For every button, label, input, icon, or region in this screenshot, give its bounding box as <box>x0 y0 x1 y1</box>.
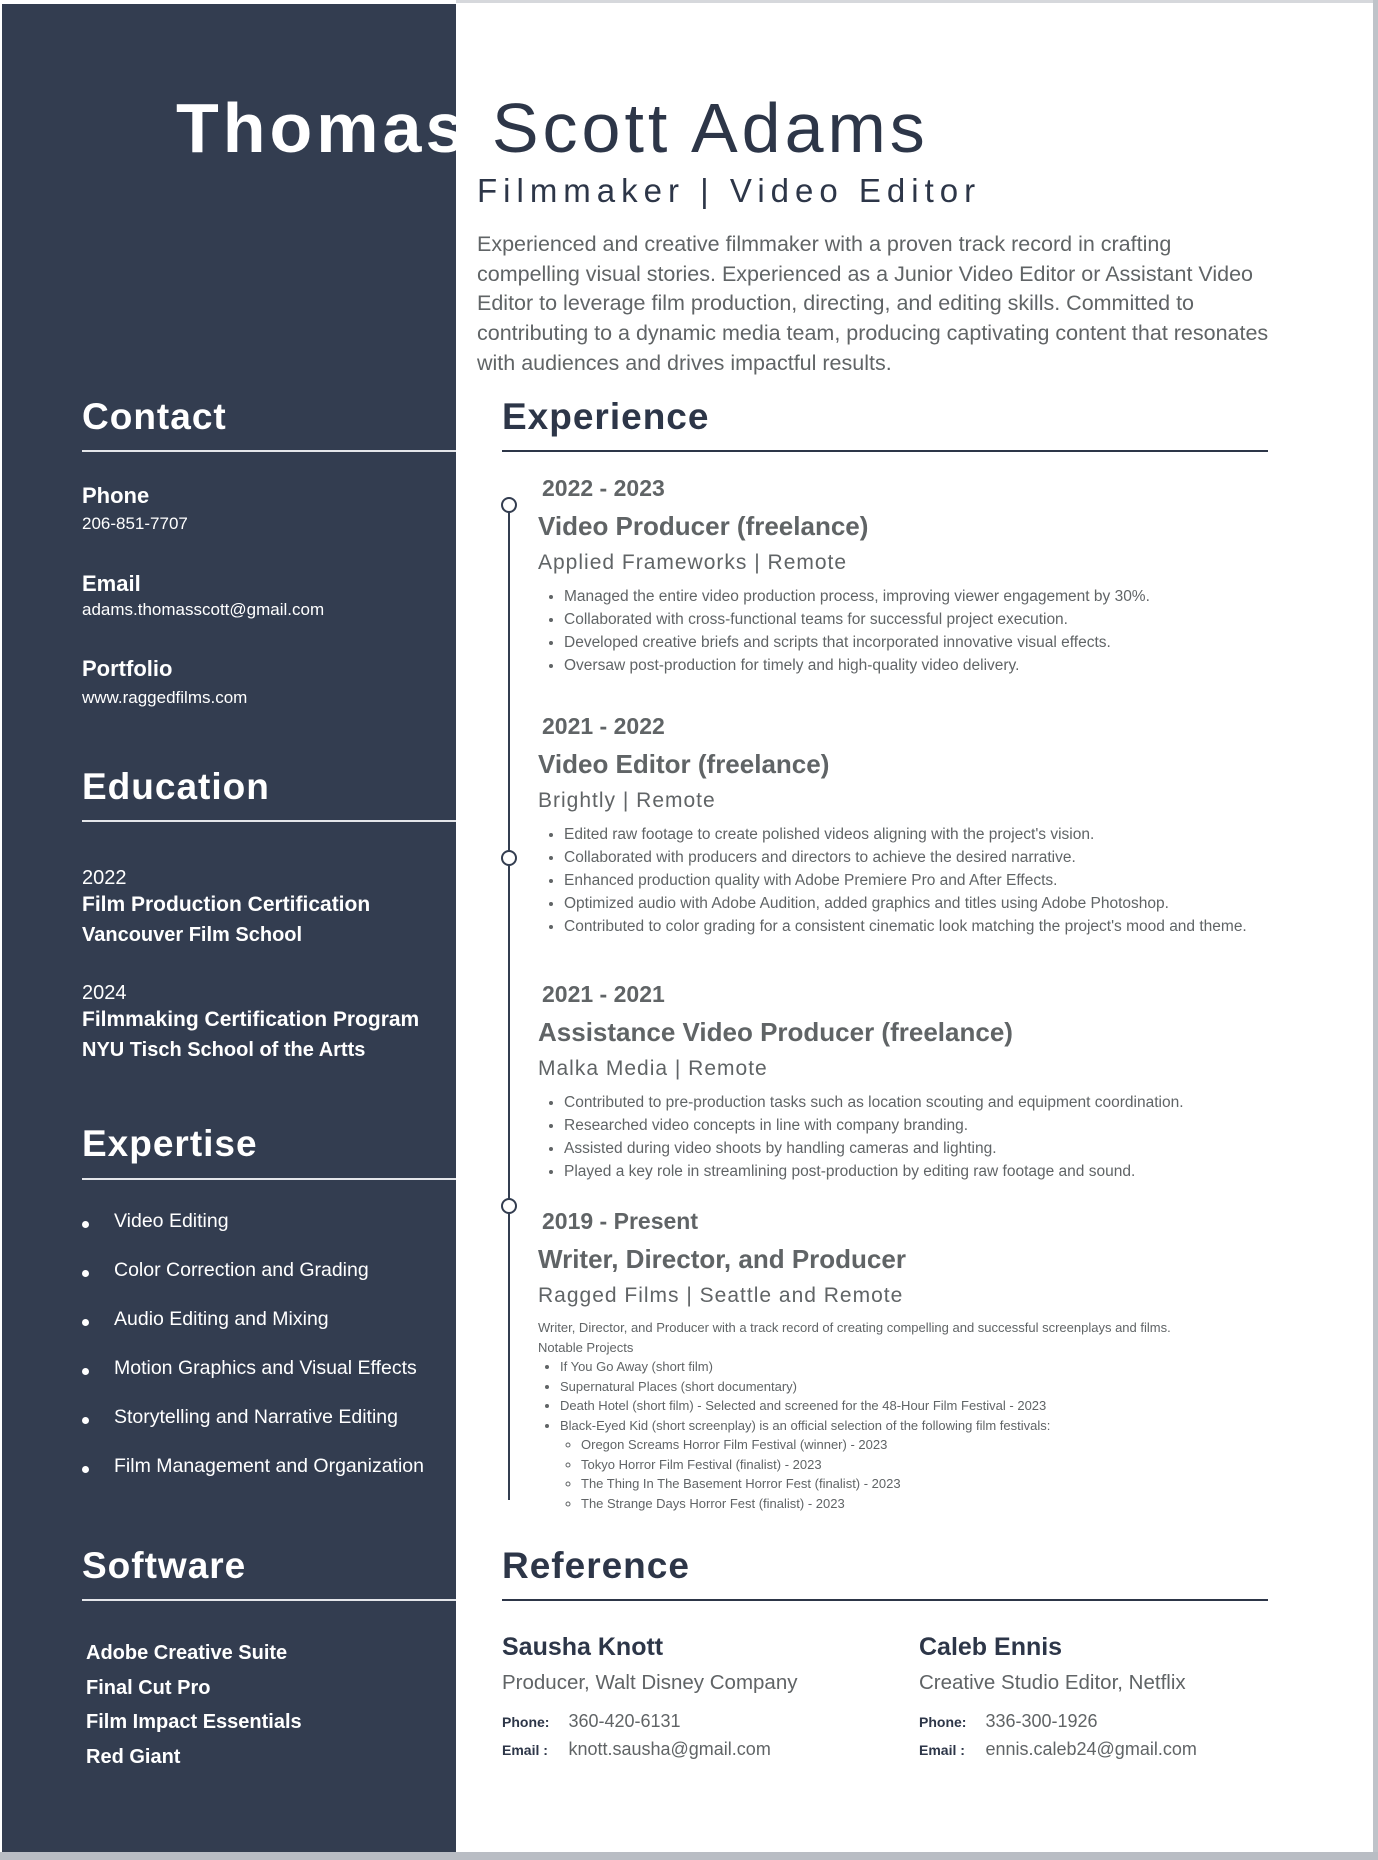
job-bullets <box>538 1091 1268 1183</box>
candidate-title: Filmmaker | Video Editor <box>477 172 982 209</box>
job-organization: Applied Frameworks | Remote <box>538 551 848 574</box>
job-role: Video Producer (freelance) <box>538 511 869 541</box>
job-bullet: • Collaborated with cross-functional teams for successful project execution. <box>564 608 1268 631</box>
reference-email-row <box>919 1739 1299 1767</box>
expertise-rule <box>82 1178 456 1180</box>
reference-phone: 336-300-1926 <box>985 1711 1098 1731</box>
festival-item: ◦ The Strange Days Horror Fest (finalist) - 2023 <box>581 1494 1268 1514</box>
festival-list <box>560 1435 1268 1513</box>
expertise-item: Film Management and Organization <box>82 1455 452 1504</box>
reference-name: Sausha Knott <box>502 1633 664 1661</box>
job-bullet: • Assisted during video shoots by handling cameras and lighting. <box>564 1137 1268 1160</box>
education-year: 2024 <box>82 982 127 1004</box>
experience-entry <box>538 475 1268 677</box>
job-bullet: • Contributed to pre-production tasks such as location scouting and equipment coordination. <box>564 1091 1268 1114</box>
expertise-heading: Expertise <box>82 1123 258 1164</box>
expertise-item: Storytelling and Narrative Editing <box>82 1406 452 1455</box>
name-rest: Scott Adams <box>491 89 929 167</box>
job-bullet: • Collaborated with producers and directors to achieve the desired narrative. <box>564 846 1268 869</box>
reference-card <box>502 1633 882 1767</box>
email-label: Email <box>82 571 141 596</box>
software-item: Final Cut Pro <box>86 1676 211 1699</box>
job-role: Assistance Video Producer (freelance) <box>538 1017 1013 1047</box>
phone-value: 206-851-7707 <box>82 514 188 533</box>
expertise-item: Audio Editing and Mixing <box>82 1308 452 1357</box>
expertise-item: Color Correction and Grading <box>82 1259 452 1308</box>
email-key: Email : <box>919 1742 965 1758</box>
page-bottom-border <box>0 1852 1378 1860</box>
reference-phone: 360-420-6131 <box>568 1711 681 1731</box>
page-top-border <box>456 0 1373 3</box>
timeline-dot <box>501 1198 517 1214</box>
contact-heading: Contact <box>82 396 227 437</box>
email-value: adams.thomasscott@gmail.com <box>82 600 325 619</box>
job-period: 2021 - 2021 <box>542 981 665 1007</box>
festival-item: ◦ Oregon Screams Horror Film Festival (winner) - 2023 <box>581 1435 1268 1455</box>
education-heading: Education <box>82 766 270 807</box>
project-item-text: Black-Eyed Kid (short screenplay) is an official selection of the following film festivals: <box>560 1417 1051 1433</box>
project-list <box>538 1357 1268 1513</box>
education-name: Film Production Certification <box>82 893 371 916</box>
phone-key: Phone: <box>919 1714 967 1730</box>
expertise-item: Video Editing <box>82 1210 452 1259</box>
festival-item: ◦ The Thing In The Basement Horror Fest (finalist) - 2023 <box>581 1474 1268 1494</box>
job-bullet: • Edited raw footage to create polished videos aligning with the project's vision. <box>564 823 1268 846</box>
reference-email: ennis.caleb24@gmail.com <box>985 1739 1197 1759</box>
reference-phone-row <box>502 1711 882 1739</box>
reference-heading: Reference <box>502 1545 690 1586</box>
experience-entry <box>538 1208 1268 1513</box>
reference-phone-row <box>919 1711 1299 1739</box>
software-list <box>86 1642 302 1780</box>
festival-item: ◦ Tokyo Horror Film Festival (finalist) - 2023 <box>581 1455 1268 1475</box>
job-bullet: • Played a key role in streamlining post-production by editing raw footage and sound. <box>564 1160 1268 1183</box>
project-item: • If You Go Away (short film) <box>560 1357 1268 1377</box>
experience-rule <box>502 450 1268 452</box>
experience-entry <box>538 981 1268 1183</box>
reference-email: knott.sausha@gmail.com <box>568 1739 771 1759</box>
reference-email-row <box>502 1739 882 1767</box>
portfolio-label: Portfolio <box>82 656 173 681</box>
job-intro: Writer, Director, and Producer with a track record of creating compelling and successful screenplays and films. <box>538 1320 1171 1335</box>
reference-rule <box>502 1599 1268 1601</box>
education-school: NYU Tisch School of the Artts <box>82 1039 366 1061</box>
page-right-border <box>1373 0 1378 1860</box>
job-role: Video Editor (freelance) <box>538 749 830 779</box>
projects-label: Notable Projects <box>538 1339 634 1355</box>
name-first: Thomas <box>176 89 469 167</box>
phone-label: Phone <box>82 483 150 508</box>
expertise-item: Motion Graphics and Visual Effects <box>82 1357 452 1406</box>
project-item <box>560 1416 1268 1514</box>
job-organization: Ragged Films | Seattle and Remote <box>538 1284 904 1307</box>
job-bullet: • Contributed to color grading for a consistent cinematic look matching the project's mood and theme. <box>564 915 1268 938</box>
job-bullet: • Optimized audio with Adobe Audition, added graphics and titles using Adobe Photoshop. <box>564 892 1268 915</box>
education-school: Vancouver Film School <box>82 924 303 946</box>
reference-title: Producer, Walt Disney Company <box>502 1671 798 1694</box>
job-bullets <box>538 823 1268 938</box>
job-bullet: • Oversaw post-production for timely and high-quality video delivery. <box>564 654 1268 677</box>
portfolio-value: www.raggedfilms.com <box>82 688 248 707</box>
job-organization: Malka Media | Remote <box>538 1057 768 1080</box>
timeline-line <box>508 506 510 1500</box>
timeline-dot <box>501 497 517 513</box>
timeline-dot <box>501 850 517 866</box>
education-name: Filmmaking Certification Program <box>82 1008 420 1031</box>
job-organization: Brightly | Remote <box>538 789 716 812</box>
education-year: 2022 <box>82 867 127 889</box>
job-role: Writer, Director, and Producer <box>538 1244 906 1274</box>
job-bullet: • Managed the entire video production process, improving viewer engagement by 30%. <box>564 585 1268 608</box>
job-bullets <box>538 585 1268 677</box>
project-item: • Supernatural Places (short documentary) <box>560 1377 1268 1397</box>
job-period: 2019 - Present <box>542 1208 698 1234</box>
job-period: 2021 - 2022 <box>542 713 665 739</box>
expertise-list <box>82 1210 452 1504</box>
reference-name: Caleb Ennis <box>919 1633 1063 1661</box>
job-bullet: • Researched video concepts in line with company branding. <box>564 1114 1268 1137</box>
job-period: 2022 - 2023 <box>542 475 665 501</box>
contact-rule <box>82 450 456 452</box>
experience-heading: Experience <box>502 396 710 437</box>
reference-card <box>919 1633 1299 1767</box>
candidate-name <box>176 88 929 168</box>
job-bullet: • Developed creative briefs and scripts that incorporated innovative visual effects. <box>564 631 1268 654</box>
reference-title: Creative Studio Editor, Netflix <box>919 1671 1186 1694</box>
education-rule <box>82 820 456 822</box>
job-bullet: • Enhanced production quality with Adobe Premiere Pro and After Effects. <box>564 869 1268 892</box>
phone-key: Phone: <box>502 1714 550 1730</box>
project-item: • Death Hotel (short film) - Selected and screened for the 48-Hour Film Festival - 2023 <box>560 1396 1268 1416</box>
software-rule <box>82 1599 456 1601</box>
software-heading: Software <box>82 1545 247 1586</box>
email-key: Email : <box>502 1742 548 1758</box>
summary-text: Experienced and creative filmmaker with a proven track record in crafting compelling visual stories. Experienced as a Junior Video Editor or Assistant Video Editor to leverage film production, directing, and editing skills. Committed to contributing to a dynamic media team, producing captivating content that resonates with audiences and drives impactful results. <box>477 232 1269 375</box>
software-item: Red Giant <box>86 1745 181 1768</box>
software-item: Adobe Creative Suite <box>86 1642 288 1664</box>
software-item: Film Impact Essentials <box>86 1711 302 1733</box>
experience-entry <box>538 713 1268 938</box>
